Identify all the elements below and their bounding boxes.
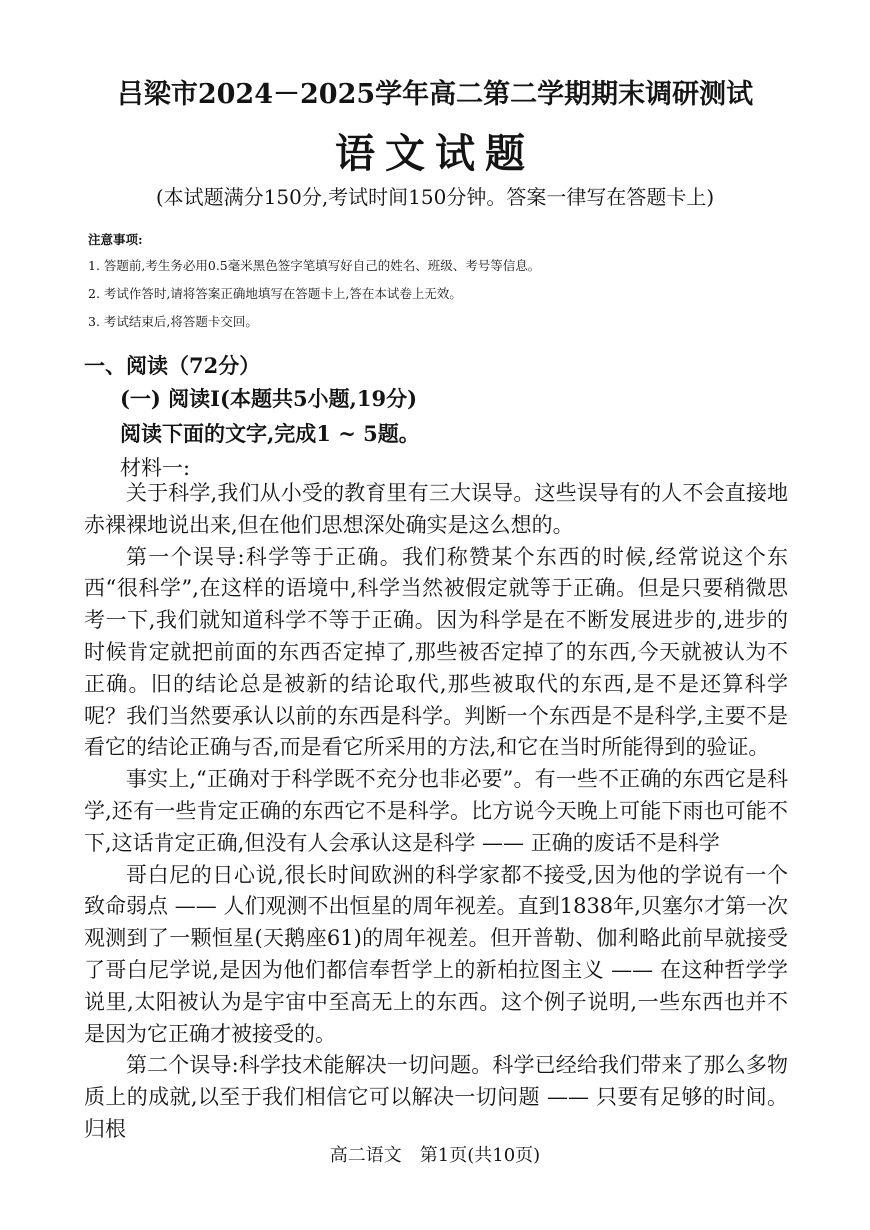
- passage-body: [84, 478, 788, 1146]
- notice-item: 1. 答题前,考生务必用0.5毫米黑色签字笔填写好自己的姓名、班级、考号等信息。: [88, 258, 541, 273]
- material-label: 材料一:: [120, 456, 191, 480]
- notice-item: 2. 考试作答时,请将答案正确地填写在答题卡上,答在本试卷上无效。: [88, 286, 462, 301]
- notice-heading: 注意事项:: [88, 232, 143, 247]
- section-heading: 一、阅读（72分）: [84, 353, 261, 378]
- exam-title: 吕梁市2024－2025学年高二第二学期期末调研测试: [116, 79, 754, 110]
- exam-info: (本试题满分150分,考试时间150分钟。答案一律写在答题卡上): [155, 185, 715, 209]
- paragraph: 第一个误导:科学等于正确。我们称赞某个东西的时候,经常说这个东西“很科学”,在这样的语境中,科学当然被假定就等于正确。但是只要稍微思考一下,我们就知道科学不等于正确。因为科学是在不断发展进步的,进步的时候肯定就把前面的东西否定掉了,那些被否定掉了的东西,今天就被认为不正确。旧的结论总是被新的结论取代,那些被取代的东西,是不是还算科学呢？我们当然要承认以前的东西是科学。判断一个东西是不是科学,主要不是看它的结论正确与否,而是看它所采用的方法,和它在当时所能得到的验证。: [84, 544, 788, 760]
- paragraph: 关于科学,我们从小受的教育里有三大误导。这些误导有的人不会直接地赤裸裸地说出来,但在他们思想深处确实是这么想的。: [84, 481, 788, 537]
- paragraph: 哥白尼的日心说,很长时间欧洲的科学家都不接受,因为他的学说有一个致命弱点 —— 人们观测不出恒星的周年视差。直到1838年,贝塞尔才第一次观测到了一颗恒星(天鹅座61)的周年视差。但开普勒、伽利略此前早就接受了哥白尼学说,是因为他们都信奉哲学上的新柏拉图主义 —— 在这种哲学学说里,太阳被认为是宇宙中至高无上的东西。这个例子说明,一些东西也并不是因为它正确才被接受的。: [84, 862, 788, 1046]
- subsection-heading: (一) 阅读Ⅰ(本题共5小题,19分): [120, 386, 418, 411]
- subject-title: 语文试题: [335, 130, 535, 177]
- paragraph: 第二个误导:科学技术能解决一切问题。科学已经给我们带来了那么多物质上的成就,以至于我们相信它可以解决一切问题 —— 只要有足够的时间。归根: [84, 1053, 788, 1141]
- paragraph: 事实上,“正确对于科学既不充分也非必要”。有一些不正确的东西它是科学,还有一些肯定正确的东西它不是科学。比方说今天晚上可能下雨也可能不下,这话肯定正确,但没有人会承认这是科学 —— 正确的废话不是科学: [84, 767, 788, 855]
- reading-instruction: 阅读下面的文字,完成1 ~ 5题。: [120, 421, 420, 446]
- page-footer: 高二语文 第1页(共10页): [329, 1145, 541, 1166]
- notice-item: 3. 考试结束后,将答题卡交回。: [88, 314, 258, 329]
